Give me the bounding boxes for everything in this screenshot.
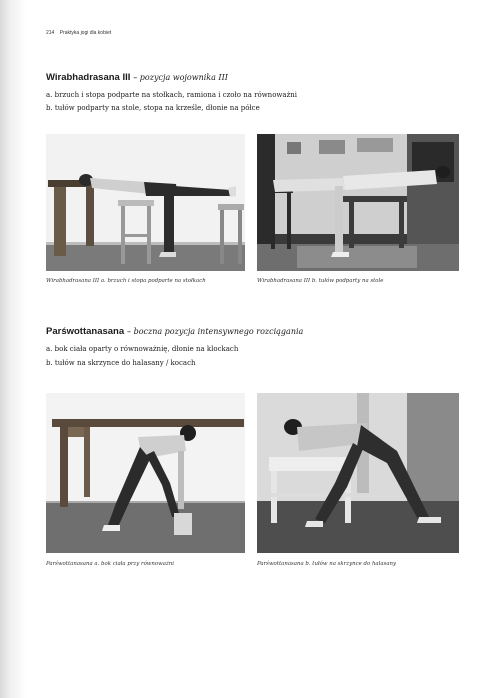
running-header: [46, 30, 111, 36]
photo-wirabhadrasana-a: [46, 134, 245, 271]
caption-wirabhadrasana-b: Wirabhadrasana III b. tułów podparty na stole: [257, 278, 384, 284]
pose-name: Wirabhadrasana III: [46, 72, 131, 83]
pose-subtitle: – pozycja wojownika III: [133, 73, 228, 82]
variant-b-text: b. tułów na skrzynce do halasany / kocach: [46, 359, 196, 367]
caption-wirabhadrasana-a: Wirabhadrasana III a. brzuch i stopa podparte na stołkach: [46, 278, 206, 284]
variant-b-text: b. tułów podparty na stole, stopa na krześle, dłonie na półce: [46, 104, 260, 112]
photo-parswottanasana-a: [46, 393, 245, 553]
caption-parswottanasana-b: Parśwottanasana b. tułów na skrzynce do halasany: [257, 561, 397, 567]
pose-subtitle: – boczna pozycja intensywnego rozciągania: [127, 327, 304, 336]
section-title-parswottanasana: [46, 326, 303, 337]
page-number: 214: [46, 30, 55, 36]
running-title: Praktyka jogi dla kobiet: [59, 30, 112, 36]
variant-a-text: a. bok ciała oparty o równoważnię, dłonie na klockach: [46, 345, 239, 353]
pose-name: Parśwottanasana: [46, 326, 125, 337]
variant-a-text: a. brzuch i stopa podparte na stołkach, ramiona i czoło na równoważni: [46, 91, 298, 99]
photo-parswottanasana-b: [257, 393, 459, 553]
section-title-wirabhadrasana: [46, 72, 228, 83]
photo-wirabhadrasana-b: [257, 134, 459, 271]
caption-parswottanasana-a: Parśwottanasana a. bok ciała przy równoważni: [46, 561, 175, 567]
